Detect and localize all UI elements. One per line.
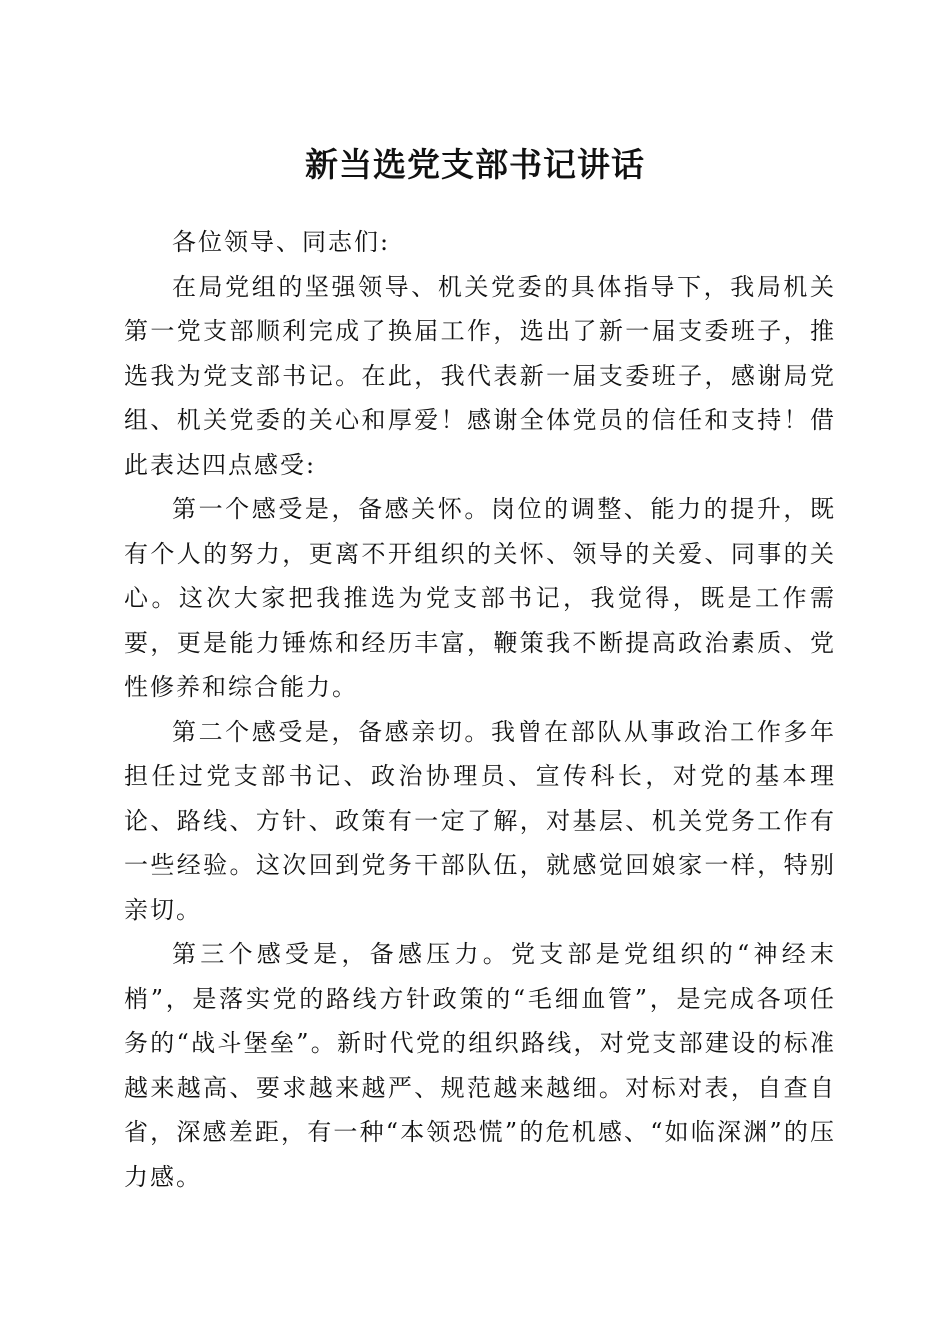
document-body [124,220,836,1199]
greeting: 各位领导、同志们: [172,228,391,256]
paragraph-intro: 在局党组的坚强领导、机关党委的具体指导下，我局机关第一党支部顺利完成了换届工作，选出了新一届支委班子，推选我为党支部书记。在此，我代表新一届支委班子，感谢局党组、机关党委的关心和厚爱！感谢全体党员的信任和支持！借此表达四点感受: [124,272,836,479]
paragraph-feeling-3: 第三个感受是，备感压力。党支部是党组织的“神经末梢”，是落实党的路线方针政策的“毛细血管”，是完成各项任务的“战斗堡垒”。新时代党的组织路线，对党支部建设的标准越来越高、要求越来越严、规范越来越细。对标对表，自查自省，深感差距，有一种“本领恐慌”的危机感、“如临深渊”的压力感。 [124,940,836,1191]
document-title: 新当选党支部书记讲话 [305,145,645,184]
paragraph-feeling-2: 第二个感受是，备感亲切。我曾在部队从事政治工作多年担任过党支部书记、政治协理员、宣传科长，对党的基本理论、路线、方针、政策有一定了解，对基层、机关党务工作有一些经验。这次回到党务干部队伍，就感觉回娘家一样，特别亲切。 [124,717,836,924]
paragraph-feeling-1: 第一个感受是，备感关怀。岗位的调整、能力的提升，既有个人的努力，更离不开组织的关怀、领导的关爱、同事的关心。这次大家把我推选为党支部书记，我觉得，既是工作需要，更是能力锤炼和经历丰富，鞭策我不断提高政治素质、党性修养和综合能力。 [124,495,836,701]
